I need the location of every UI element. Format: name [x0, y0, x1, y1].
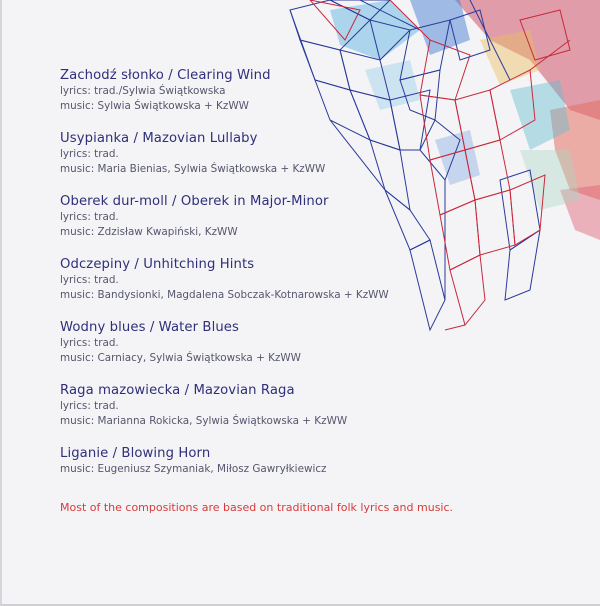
track-item	[60, 193, 480, 240]
track-item	[60, 319, 480, 366]
music-credit: music: Bandysionki, Magdalena Sobczak-Kotnarowska + KzWW	[60, 289, 389, 301]
track-title: Odczepiny / Unhitching Hints	[60, 257, 255, 272]
track-item	[60, 445, 480, 477]
track-title: Wodny blues / Water Blues	[60, 320, 239, 335]
lyrics-credit: lyrics: trad.	[60, 148, 119, 160]
track-title: Usypianka / Mazovian Lullaby	[60, 131, 258, 146]
music-credit: music: Sylwia Świątkowska + KzWW	[60, 100, 249, 112]
lyrics-credit: lyrics: trad.	[60, 211, 119, 223]
music-credit: music: Maria Bienias, Sylwia Świątkowska + KzWW	[60, 163, 326, 175]
music-credit: music: Marianna Rokicka, Sylwia Świątkowska + KzWW	[60, 415, 348, 427]
music-credit: music: Carniacy, Sylwia Świątkowska + KzWW	[60, 352, 301, 364]
music-credit: music: Eugeniusz Szymaniak, Miłosz Gawryłkiewicz	[60, 463, 327, 475]
track-title: Raga mazowiecka / Mazovian Raga	[60, 383, 295, 398]
lyrics-credit: lyrics: trad.	[60, 274, 119, 286]
lyrics-credit: lyrics: trad./Sylwia Świątkowska	[60, 85, 226, 97]
track-list	[60, 67, 480, 493]
track-title: Zachodź słonko / Clearing Wind	[60, 68, 271, 83]
track-item	[60, 256, 480, 303]
lyrics-credit: lyrics: trad.	[60, 337, 119, 349]
track-item	[60, 382, 480, 429]
footnote: Most of the compositions are based on traditional folk lyrics and music.	[60, 501, 454, 514]
track-item	[60, 130, 480, 177]
music-credit: music: Zdzisław Kwapiński, KzWW	[60, 226, 238, 238]
track-item	[60, 67, 480, 114]
track-title: Oberek dur-moll / Oberek in Major-Minor	[60, 194, 329, 209]
lyrics-credit: lyrics: trad.	[60, 400, 119, 412]
track-title: Liganie / Blowing Horn	[60, 446, 211, 461]
